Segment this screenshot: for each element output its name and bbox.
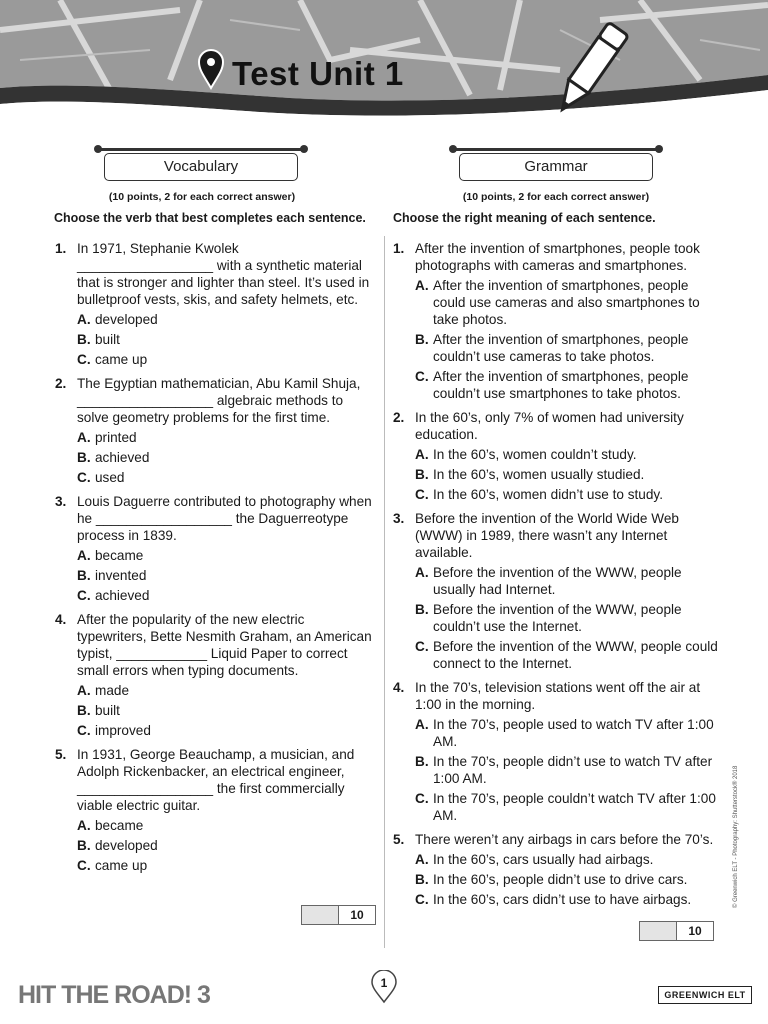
answer-option[interactable]: A. In the 70’s, people used to watch TV after 1:00 AM. [415, 717, 714, 749]
question-stem: After the popularity of the new electric typewriters, Bette Nesmith Graham, an American typist, ____________ Liquid Paper to correct small errors when typing documents. [77, 612, 372, 678]
vocabulary-question [55, 493, 373, 604]
answer-option[interactable]: A. developed [77, 312, 158, 327]
vocabulary-question [55, 375, 373, 486]
page-number: 1 [380, 976, 388, 990]
grammar-instruction: Choose the right meaning of each sentence. [393, 211, 656, 225]
question-stem: In the 60’s, only 7% of women had university education. [415, 410, 684, 442]
question-number: 3. [393, 511, 405, 526]
answer-option[interactable]: B. developed [77, 838, 158, 853]
map-pin-icon [196, 48, 226, 90]
answer-option[interactable]: A. became [77, 548, 144, 563]
score-total: 10 [350, 908, 364, 922]
score-entry[interactable] [640, 922, 677, 940]
question-number: 4. [393, 680, 405, 695]
copyright-notice: © Greenwich ELT - Photography: Shutterstock® 2018 [733, 765, 739, 908]
answer-option[interactable]: C. In the 60’s, women didn’t use to study. [415, 487, 663, 502]
answer-option[interactable]: C. used [77, 470, 125, 485]
vocabulary-score-box [301, 905, 376, 925]
answer-option[interactable]: A. made [77, 683, 130, 698]
answer-option[interactable]: B. built [77, 703, 120, 718]
answer-option[interactable]: C. achieved [77, 588, 150, 603]
grammar-heading-tag [451, 144, 661, 182]
answer-option[interactable]: B. In the 60’s, people didn’t use to drive cars. [415, 872, 688, 887]
answer-option[interactable]: C. In the 70’s, people couldn’t watch TV after 1:00 AM. [415, 791, 716, 823]
grammar-question [393, 679, 719, 824]
question-stem: In 1971, Stephanie Kwolek __________________ with a synthetic material that is stronger and lighter than steel. It’s used in bulletproof vests, skis, and safety helmets, etc. [77, 241, 370, 307]
question-number: 4. [55, 612, 67, 627]
answer-option[interactable]: C. After the invention of smartphones, people couldn’t use smartphones to take photos. [415, 369, 689, 401]
question-stem: There weren’t any airbags in cars before the 70’s. [415, 832, 714, 847]
page-title: Test Unit 1 [232, 55, 404, 92]
question-number: 3. [55, 494, 67, 509]
answer-option[interactable]: B. invented [77, 568, 147, 583]
vocabulary-question [55, 240, 373, 368]
vocabulary-question [55, 746, 373, 874]
answer-option[interactable]: C. came up [77, 858, 148, 873]
question-number: 1. [55, 241, 67, 256]
question-stem: The Egyptian mathematician, Abu Kamil Shuja, __________________ algebraic methods to solve geometry problems for the first time. [77, 376, 361, 425]
vocabulary-heading-tag [96, 144, 306, 182]
publisher-logo: GREENWICH ELT [658, 986, 752, 1004]
question-number: 2. [393, 410, 405, 425]
answer-option[interactable]: A. In the 60’s, women couldn’t study. [415, 447, 637, 462]
vocabulary-question [55, 611, 373, 739]
answer-option[interactable]: A. printed [77, 430, 137, 445]
vocabulary-instruction: Choose the verb that best completes each sentence. [54, 211, 366, 225]
answer-option[interactable]: A. became [77, 818, 144, 833]
grammar-questions [393, 240, 719, 915]
score-total: 10 [688, 924, 702, 938]
score-entry[interactable] [302, 906, 339, 924]
answer-option[interactable]: C. Before the invention of the WWW, people could connect to the Internet. [415, 639, 718, 671]
grammar-question [393, 409, 719, 503]
vocabulary-heading: Vocabulary [104, 153, 298, 181]
column-divider [384, 236, 385, 948]
grammar-score-box [639, 921, 714, 941]
grammar-question [393, 831, 719, 908]
grammar-heading: Grammar [459, 153, 653, 181]
answer-option[interactable]: C. improved [77, 723, 151, 738]
vocabulary-questions [55, 240, 373, 881]
question-stem: In 1931, George Beauchamp, a musician, and Adolph Rickenbacker, an electrical engineer, __________________ the first commercially viable electric guitar. [77, 747, 355, 813]
question-stem: In the 70’s, television stations went off the air at 1:00 in the morning. [415, 680, 701, 712]
question-number: 5. [393, 832, 405, 847]
answer-option[interactable]: B. In the 70’s, people didn’t use to watch TV after 1:00 AM. [415, 754, 713, 786]
answer-option[interactable]: B. After the invention of smartphones, people couldn’t use cameras to take photos. [415, 332, 689, 364]
answer-option[interactable]: A. After the invention of smartphones, people could use cameras and also smartphones to take photos. [415, 278, 700, 327]
answer-option[interactable]: C. In the 60’s, cars didn’t use to have airbags. [415, 892, 692, 907]
question-stem: After the invention of smartphones, people took photographs with cameras and smartphones. [415, 241, 700, 273]
pencil-icon [545, 18, 635, 123]
page-number-badge [370, 970, 398, 1004]
answer-option[interactable]: A. Before the invention of the WWW, people usually had Internet. [415, 565, 682, 597]
grammar-question [393, 510, 719, 672]
answer-option[interactable]: B. achieved [77, 450, 150, 465]
answer-option[interactable]: B. built [77, 332, 120, 347]
answer-option[interactable]: C. came up [77, 352, 148, 367]
answer-option[interactable]: B. Before the invention of the WWW, people couldn’t use the Internet. [415, 602, 682, 634]
question-number: 1. [393, 241, 405, 256]
question-number: 2. [55, 376, 67, 391]
grammar-points: (10 points, 2 for each correct answer) [462, 191, 650, 203]
question-stem: Louis Daguerre contributed to photography when he __________________ the Daguerreotype process in 1839. [77, 494, 372, 543]
answer-option[interactable]: B. In the 60’s, women usually studied. [415, 467, 645, 482]
series-logo: HIT THE ROAD! 3 [18, 981, 210, 1009]
vocabulary-points: (10 points, 2 for each correct answer) [108, 191, 296, 203]
grammar-question [393, 240, 719, 402]
question-stem: Before the invention of the World Wide Web (WWW) in 1989, there wasn’t any Internet available. [415, 511, 679, 560]
question-number: 5. [55, 747, 67, 762]
answer-option[interactable]: A. In the 60’s, cars usually had airbags. [415, 852, 654, 867]
